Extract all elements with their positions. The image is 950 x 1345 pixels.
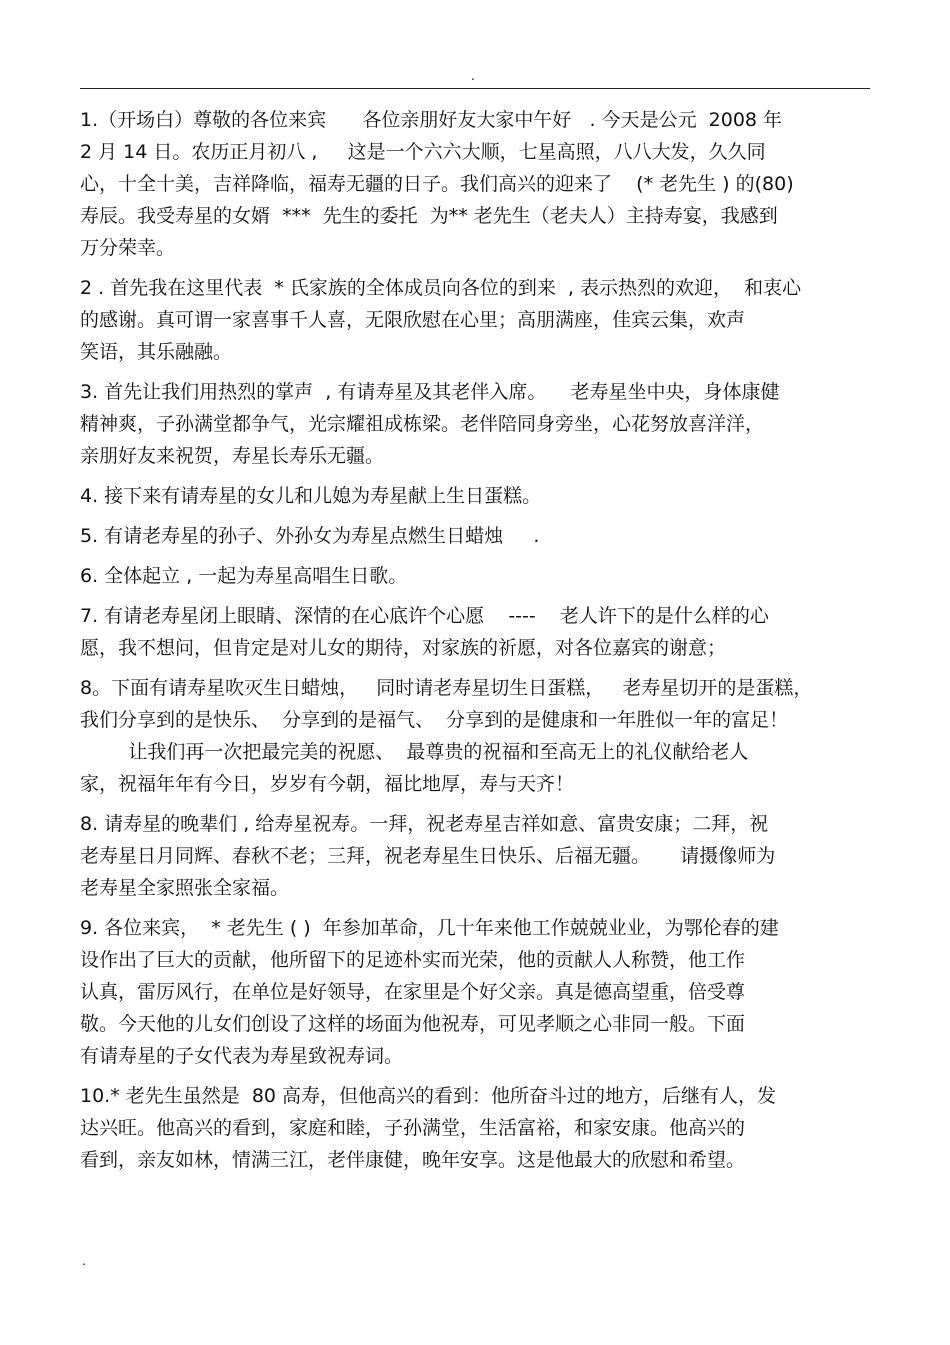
text-line: 2 . 首先我在这里代表 * 氏家族的全体成员向各位的到来 , 表示热烈的欢迎， 和衷心 bbox=[80, 277, 802, 299]
text-line: 愿，我不想问，但肯定是对儿女的期待，对家族的祈愿，对各位嘉宾的谢意； bbox=[80, 637, 727, 659]
text-line: 万分荣幸。 bbox=[80, 237, 176, 259]
paragraph-3 bbox=[80, 376, 880, 472]
paragraph-8 bbox=[80, 672, 880, 800]
text-line: 的感谢。真可谓一家喜事千人喜，无限欣慰在心里；高朋满座，佳宾云集，欢声 bbox=[80, 309, 746, 331]
text-line: 2 月 14 日。农历正月初八 , 这是一个六六大顺，七星高照，八八大发，久久同 bbox=[80, 141, 766, 163]
text-line: 看到，亲友如林，情满三江，老伴康健，晚年安享。这是他最大的欣慰和希望。 bbox=[80, 1149, 746, 1171]
text-line: 10.* 老先生虽然是 80 高寿，但他高兴的看到：他所奋斗过的地方，后继有人，发 bbox=[80, 1085, 777, 1107]
text-line: 家，祝福年年有今日，岁岁有今朝，福比地厚，寿与天齐！ bbox=[80, 773, 575, 795]
text-line: 7. 有请老寿星闭上眼睛、深情的在心底许个心愿 ---- 老人许下的是什么样的心 bbox=[80, 605, 769, 627]
text-line: 达兴旺。他高兴的看到，家庭和睦，子孙满堂，生活富裕，和家安康。他高兴的 bbox=[80, 1117, 746, 1139]
header-dot: . bbox=[471, 69, 475, 83]
paragraph-4 bbox=[80, 480, 880, 512]
text-line: 寿辰。我受寿星的女婿 *** 先生的委托 为** 老先生（老夫人）主持寿宴，我感到 bbox=[80, 205, 778, 227]
text-line: 我们分享到的是快乐、 分享到的是福气、 分享到的是健康和一年胜似一年的富足！ bbox=[80, 709, 789, 731]
text-line: 老寿星日月同辉、春秋不老；三拜，祝老寿星生日快乐、后福无疆。 请摄像师为 bbox=[80, 845, 776, 867]
text-line: 4. 接下来有请寿星的女儿和儿媳为寿星献上生日蛋糕。 bbox=[80, 485, 542, 507]
document-body bbox=[80, 104, 880, 1184]
text-line: 设作出了巨大的贡献，他所留下的足迹朴实而光荣，他的贡献人人称赞，他工作 bbox=[80, 949, 746, 971]
header-rule bbox=[80, 88, 870, 89]
text-line: 笑语，其乐融融。 bbox=[80, 341, 233, 363]
text-line: 8. 请寿星的晚辈们 , 给寿星祝寿。一拜，祝老寿星吉祥如意、富贵安康；二拜，祝 bbox=[80, 813, 769, 835]
paragraph-10 bbox=[80, 912, 880, 1072]
text-line: 心，十全十美，吉祥降临，福寿无疆的日子。我们高兴的迎来了 (* 老先生 ) 的(80) bbox=[80, 173, 794, 195]
text-line: 敬。今天他的儿女们创设了这样的场面为他祝寿，可见孝顺之心非同一般。下面 bbox=[80, 1013, 746, 1035]
paragraph-9 bbox=[80, 808, 880, 904]
text-line: 1.（开场白）尊敬的各位来宾 各位亲朋好友大家中午好 . 今天是公元 2008 年 bbox=[80, 109, 783, 131]
text-line: 有请寿星的子女代表为寿星致祝寿词。 bbox=[80, 1045, 404, 1067]
paragraph-2 bbox=[80, 272, 880, 368]
text-line: 9. 各位来宾， * 老先生 ( ) 年参加革命，几十年来他工作兢兢业业，为鄂伦春的建 bbox=[80, 917, 779, 939]
text-line: 6. 全体起立 , 一起为寿星高唱生日歌。 bbox=[80, 565, 408, 587]
text-line: 让我们再一次把最完美的祝愿、 最尊贵的祝福和至高无上的礼仪献给老人 bbox=[80, 741, 749, 763]
paragraph-1 bbox=[80, 104, 880, 264]
text-line: 老寿星全家照张全家福。 bbox=[80, 877, 290, 899]
footer-dot: . bbox=[82, 1254, 86, 1268]
text-line: 5. 有请老寿星的孙子、外孙女为寿星点燃生日蜡烛 . bbox=[80, 525, 540, 547]
text-line: 8。下面有请寿星吹灭生日蜡烛， 同时请老寿星切生日蛋糕， 老寿星切开的是蛋糕， bbox=[80, 677, 813, 699]
text-line: 精神爽，子孙满堂都争气，光宗耀祖成栋梁。老伴陪同身旁坐，心花努放喜洋洋， bbox=[80, 413, 765, 435]
paragraph-5 bbox=[80, 520, 880, 552]
paragraph-7 bbox=[80, 600, 880, 664]
text-line: 认真，雷厉风行，在单位是好领导，在家里是个好父亲。真是德高望重，倍受尊 bbox=[80, 981, 746, 1003]
paragraph-6 bbox=[80, 560, 880, 592]
paragraph-11 bbox=[80, 1080, 880, 1176]
text-line: 亲朋好友来祝贺，寿星长寿乐无疆。 bbox=[80, 445, 385, 467]
text-line: 3. 首先让我们用热烈的掌声 , 有请寿星及其老伴入席。 老寿星坐中央，身体康健 bbox=[80, 381, 780, 403]
